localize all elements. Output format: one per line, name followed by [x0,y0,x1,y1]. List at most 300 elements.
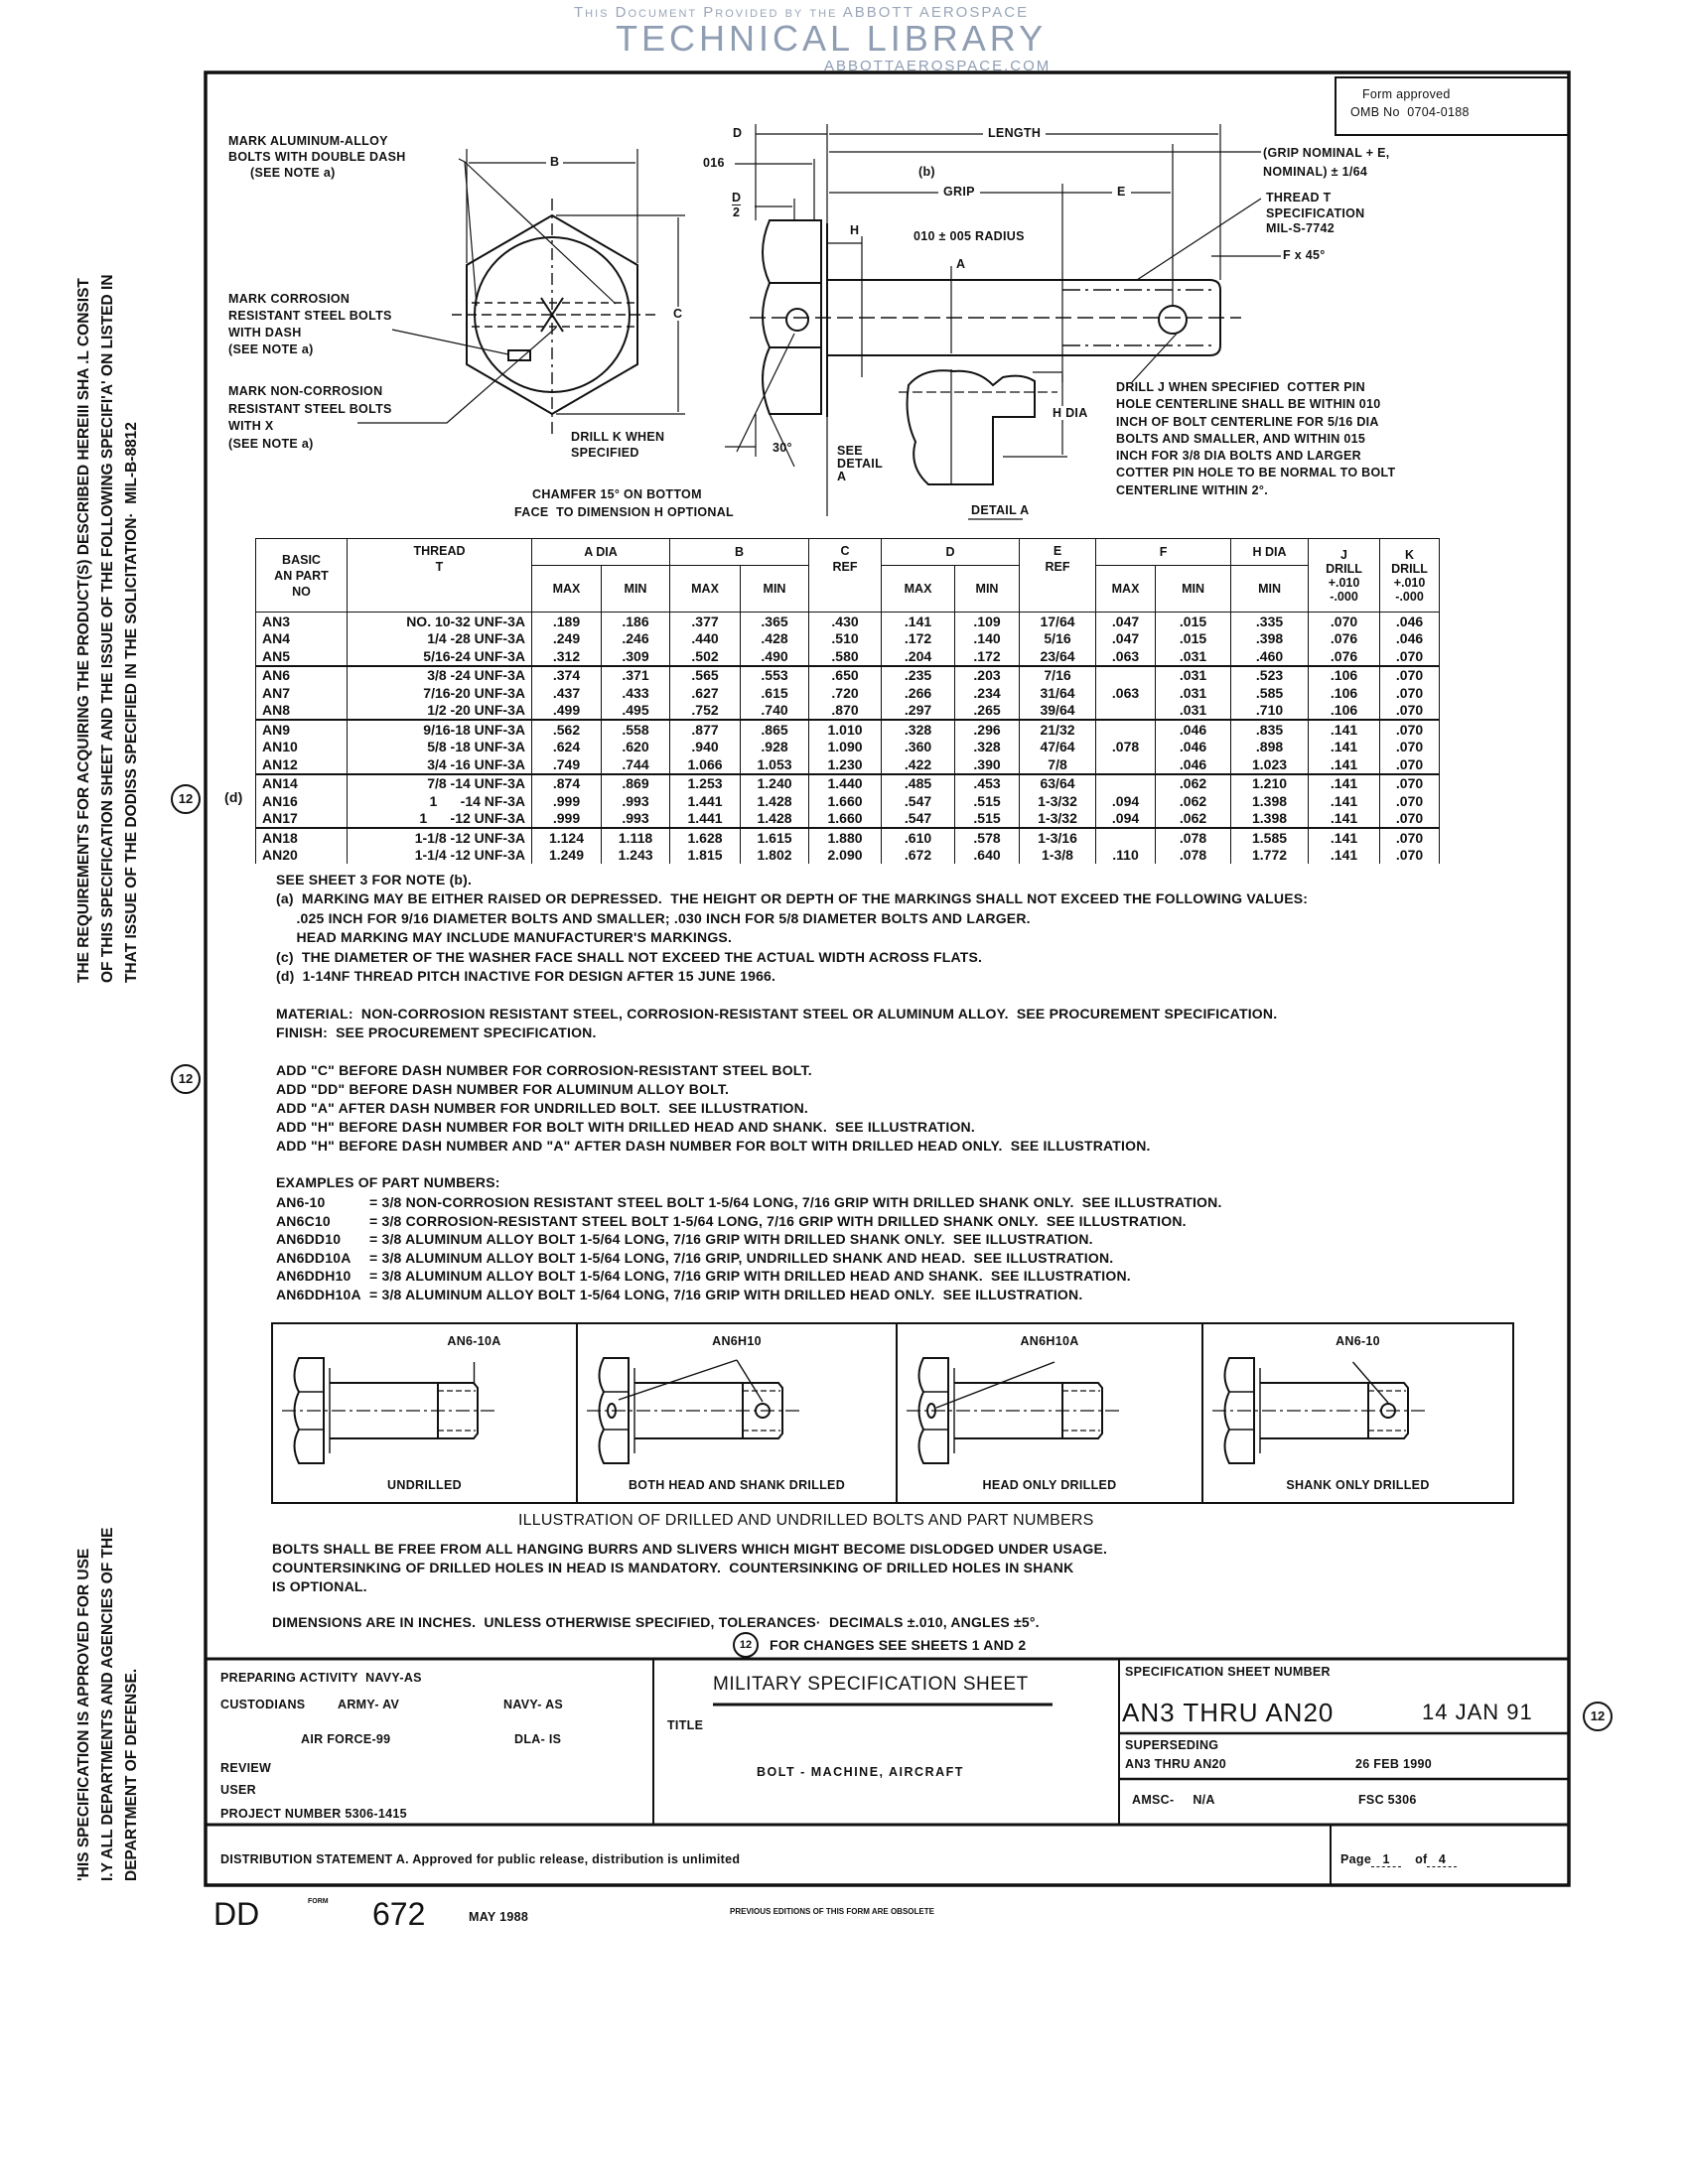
note-line: (d) 1-14NF THREAD PITCH INACTIVE FOR DESIGN AFTER 15 JUNE 1966. [276,968,776,984]
cell-b-min: .428 [741,630,809,648]
cell-f-max: .078 [1096,739,1156,756]
cell-j-drill: .141 [1309,755,1380,774]
cell-a-min: .620 [602,739,670,756]
cell-thread: 7/16-20 UNF-3A [348,684,532,702]
cell-a-min: .993 [602,792,670,810]
footer-note-3: IS OPTIONAL. [272,1578,367,1594]
cell-b-min: 1.053 [741,755,809,774]
cell-h-min: .460 [1231,647,1309,666]
cell-c-ref: 1.090 [809,739,882,756]
example-description: = 3/8 NON-CORROSION RESISTANT STEEL BOLT 1-5/64 LONG, 7/16 GRIP WITH DRILLED SHANK ONLY. SEE ILLUSTRATION. [369,1194,1222,1210]
cell-d-min: .140 [955,630,1020,648]
cell-thread: 1-1/8 -12 UNF-3A [348,828,532,847]
cell-d-max: .172 [882,630,955,648]
label-detail-a: DETAIL A [971,503,1030,517]
cell-b-min: 1.802 [741,847,809,865]
footer-note-1: BOLTS SHALL BE FREE FROM ALL HANGING BURRS AND SLIVERS WHICH MIGHT BECOME DISLODGED UNDER USAGE. [272,1541,1108,1557]
cell-e-ref: 23/64 [1020,647,1096,666]
superseding-label: SUPERSEDING [1125,1738,1219,1752]
label-drill-k: DRILL K WHEN SPECIFIED [571,430,665,460]
cell-b-max: .502 [670,647,741,666]
cell-b-max: .440 [670,630,741,648]
dim-016: 016 [703,156,725,170]
custodians-label: CUSTODIANS [220,1698,306,1711]
cell-a-max: .999 [532,810,602,829]
cell-c-ref: .720 [809,684,882,702]
label-drill-j: DRILL J WHEN SPECIFIED COTTER PIN HOLE CENTERLINE SHALL BE WITHIN 010 INCH OF BOLT CENTERLINE FOR 5/16 DIA BOLTS AND SMALLER, AND WITHIN 015 INCH FOR 3/8 DIA BOLTS AND LARGER COTTER PIN HOLE TO BE NORMAL TO BOLT CENTERLINE WITHIN 2°. [1116,380,1396,497]
cell-f-min: .031 [1156,684,1231,702]
omb-number: OMB No 0704-0188 [1350,105,1470,119]
cell-j-drill: .141 [1309,720,1380,739]
illustration-caption: BOTH HEAD AND SHANK DRILLED [628,1478,846,1492]
cell-f-max: .094 [1096,792,1156,810]
cell-b-min: 1.240 [741,774,809,793]
document-title: BOLT - MACHINE, AIRCRAFT [757,1765,964,1779]
label-mark-corrosion: MARK CORROSION RESISTANT STEEL BOLTS WITH DASH (SEE NOTE a) [228,292,392,356]
example-part-number: AN6DD10 [276,1231,342,1248]
illustration-part-number: AN6H10A [1020,1334,1079,1348]
dim-h: H [850,223,860,237]
illustration-title: ILLUSTRATION OF DRILLED AND UNDRILLED BOLTS AND PART NUMBERS [518,1512,1094,1529]
dim-b: B [546,155,563,169]
cell-b-max: 1.628 [670,828,741,847]
example-part-number: AN6DD10A [276,1249,352,1266]
cell-f-min: .062 [1156,792,1231,810]
review-label: REVIEW [220,1761,272,1775]
cell-f-max: .063 [1096,684,1156,702]
form-label: FORM [308,1898,329,1905]
cell-j-drill: .070 [1309,613,1380,630]
illustration-caption: HEAD ONLY DRILLED [982,1478,1117,1492]
example-part-number: AN6DDH10A [276,1287,361,1302]
header-f-min: MIN [1156,566,1231,613]
cell-d-max: .672 [882,847,955,865]
cell-a-min: .558 [602,720,670,739]
cell-h-min: 1.023 [1231,755,1309,774]
label-mark-aluminum: MARK ALUMINUM-ALLOY BOLTS WITH DOUBLE DASH (SEE NOTE a) [228,134,406,180]
header-d-max: MAX [882,566,955,613]
cell-thread: 1 -12 UNF-3A [348,810,532,829]
superseding-number: AN3 THRU AN20 [1125,1757,1227,1771]
cell-d-max: .422 [882,755,955,774]
cell-d-min: .172 [955,647,1020,666]
cell-h-min: 1.210 [1231,774,1309,793]
header-b: B [670,539,809,566]
cell-d-min: .515 [955,810,1020,829]
cell-j-drill: .141 [1309,810,1380,829]
title-label: TITLE [667,1718,704,1732]
cell-e-ref: 1-3/8 [1020,847,1096,865]
cell-d-min: .390 [955,755,1020,774]
cell-h-min: 1.398 [1231,792,1309,810]
revision-mark: 12 [1583,1702,1613,1731]
cell-thread: 3/8 -24 UNF-3A [348,666,532,685]
cell-d-min: .640 [955,847,1020,865]
note-line: (a) MARKING MAY BE EITHER RAISED OR DEPRESSED. THE HEIGHT OR DEPTH OF THE MARKINGS SHALL NOT EXCEED THE FOLLOWING VALUES: [276,890,1309,906]
cell-f-min: .015 [1156,630,1231,648]
cell-f-max [1096,720,1156,739]
cell-part: AN18 [256,828,348,847]
cell-j-drill: .106 [1309,684,1380,702]
form-number: 672 [372,1896,426,1932]
distribution-statement: DISTRIBUTION STATEMENT A. Approved for public release, distribution is unlimited [220,1852,741,1866]
table-row [256,792,1440,810]
cell-e-ref: 1-3/32 [1020,810,1096,829]
cell-d-max: .328 [882,720,955,739]
cell-j-drill: .141 [1309,828,1380,847]
note-line: HEAD MARKING MAY INCLUDE MANUFACTURER'S MARKINGS. [276,929,733,945]
cell-b-min: 1.428 [741,792,809,810]
cell-c-ref: .510 [809,630,882,648]
cell-e-ref: 47/64 [1020,739,1096,756]
table-row [256,720,1440,739]
header-part-no: BASIC AN PART NO [256,539,348,613]
custodian-navy: NAVY- AS [503,1698,564,1711]
table-row [256,630,1440,648]
cell-c-ref: 1.230 [809,755,882,774]
cell-a-max: .562 [532,720,602,739]
label-chamfer: CHAMFER 15° ON BOTTOM FACE TO DIMENSION H OPTIONAL [514,487,734,519]
cell-f-min: .031 [1156,647,1231,666]
cell-d-max: .360 [882,739,955,756]
side-note-approval: 'HIS SPECIFICATION IS APPROVED FOR USE I.Y ALL DEPARTMENTS AND AGENCIES OF THE DEPARTMENT OF DEFENSE. [75,1527,140,1881]
cell-part: AN12 [256,755,348,774]
cell-f-max: .047 [1096,613,1156,630]
cell-a-max: .374 [532,666,602,685]
revision-mark: 12 [733,1632,759,1658]
military-spec-sheet-heading: MILITARY SPECIFICATION SHEET [713,1674,1029,1695]
cell-a-min: .869 [602,774,670,793]
cell-b-min: 1.428 [741,810,809,829]
cell-part: AN4 [256,630,348,648]
cell-thread: 3/4 -16 UNF-3A [348,755,532,774]
cell-d-min: .296 [955,720,1020,739]
cell-d-max: .235 [882,666,955,685]
cell-a-max: .749 [532,755,602,774]
cell-f-min: .062 [1156,810,1231,829]
cell-f-min: .046 [1156,720,1231,739]
cell-k-drill: .070 [1380,774,1440,793]
cell-b-max: .940 [670,739,741,756]
note-line: EXAMPLES OF PART NUMBERS: [276,1174,500,1190]
cell-e-ref: 7/8 [1020,755,1096,774]
cell-thread: 1-1/4 -12 UNF-3A [348,847,532,865]
cell-h-min: .710 [1231,702,1309,721]
cell-c-ref: 1.880 [809,828,882,847]
note-line: ADD "C" BEFORE DASH NUMBER FOR CORROSION-RESISTANT STEEL BOLT. [276,1062,812,1078]
illustration-part-number: AN6H10 [712,1334,762,1348]
cell-f-max: .047 [1096,630,1156,648]
cell-b-max: 1.441 [670,810,741,829]
cell-thread: 5/8 -18 UNF-3A [348,739,532,756]
table-row [256,684,1440,702]
cell-a-min: .309 [602,647,670,666]
cell-b-min: .615 [741,684,809,702]
cell-d-min: .265 [955,702,1020,721]
cell-f-max [1096,702,1156,721]
previous-editions-note: PREVIOUS EDITIONS OF THIS FORM ARE OBSOLETE [730,1907,934,1916]
custodian-dla: DLA- IS [514,1732,562,1746]
dim-length: LENGTH [983,126,1046,140]
cell-f-max: .094 [1096,810,1156,829]
cell-d-max: .610 [882,828,955,847]
illustration-part-number: AN6-10A [447,1334,501,1348]
cell-part: AN20 [256,847,348,865]
cell-f-min: .078 [1156,847,1231,865]
cell-k-drill: .070 [1380,702,1440,721]
cell-e-ref: 21/32 [1020,720,1096,739]
header-h-dia: H DIA [1231,539,1309,566]
cell-b-max: 1.253 [670,774,741,793]
cell-k-drill: .070 [1380,810,1440,829]
note-line: ADD "H" BEFORE DASH NUMBER AND "A" AFTER DASH NUMBER FOR BOLT WITH DRILLED HEAD ONLY. SEE ILLUSTRATION. [276,1138,1151,1154]
cell-k-drill: .070 [1380,647,1440,666]
cell-f-max [1096,828,1156,847]
cell-b-min: .865 [741,720,809,739]
cell-h-min: .585 [1231,684,1309,702]
table-row [256,613,1440,630]
cell-f-min: .046 [1156,755,1231,774]
cell-j-drill: .141 [1309,847,1380,865]
example-description: = 3/8 ALUMINUM ALLOY BOLT 1-5/64 LONG, 7/16 GRIP WITH DRILLED SHANK ONLY. SEE ILLUSTRATION. [369,1231,1093,1248]
header-b-min: MIN [741,566,809,613]
spec-sheet-number: AN3 THRU AN20 [1122,1698,1335,1727]
dim-grip: GRIP [938,185,980,199]
note-line: SEE SHEET 3 FOR NOTE (b). [276,872,473,887]
cell-c-ref: 2.090 [809,847,882,865]
cell-f-max: .063 [1096,647,1156,666]
cell-f-min: .078 [1156,828,1231,847]
note-line: MATERIAL: NON-CORROSION RESISTANT STEEL, CORROSION-RESISTANT STEEL OR ALUMINUM ALLOY. SEE PROCUREMENT SPECIFICATION. [276,1006,1278,1022]
cell-k-drill: .070 [1380,666,1440,685]
cell-part: AN5 [256,647,348,666]
cell-j-drill: .141 [1309,739,1380,756]
cell-c-ref: .870 [809,702,882,721]
cell-k-drill: .070 [1380,755,1440,774]
project-number: PROJECT NUMBER 5306-1415 [220,1807,407,1821]
label-mark-noncorrosion: MARK NON-CORROSION RESISTANT STEEL BOLTS WITH X (SEE NOTE a) [228,384,392,451]
header-b-max: MAX [670,566,741,613]
cell-f-min: .031 [1156,666,1231,685]
cell-h-min: .835 [1231,720,1309,739]
cell-a-min: 1.243 [602,847,670,865]
header-j-drill: J DRILL +.010 -.000 [1309,539,1380,613]
label-grip-nominal: (GRIP NOMINAL + E, NOMINAL) ± 1/64 [1263,146,1390,179]
header-k-drill: K DRILL +.010 -.000 [1380,539,1440,613]
cell-thread: 1/4 -28 UNF-3A [348,630,532,648]
footer-note-2: COUNTERSINKING OF DRILLED HOLES IN HEAD IS MANDATORY. COUNTERSINKING OF DRILLED HOLES IN SHANK [272,1560,1074,1575]
cell-b-max: .377 [670,613,741,630]
cell-k-drill: .070 [1380,847,1440,865]
example-description: = 3/8 ALUMINUM ALLOY BOLT 1-5/64 LONG, 7/16 GRIP WITH DRILLED HEAD AND SHANK. SEE ILLUSTRATION. [369,1268,1131,1285]
footer-note-4: DIMENSIONS ARE IN INCHES. UNLESS OTHERWISE SPECIFIED, TOLERANCES· DECIMALS ±.010, ANGLES ±5°. [272,1614,1040,1630]
label-chamfer-f: F x 45° [1283,248,1326,262]
cell-c-ref: .430 [809,613,882,630]
cell-thread: 7/8 -14 UNF-3A [348,774,532,793]
cell-d-min: .203 [955,666,1020,685]
spec-sheet-number-label: SPECIFICATION SHEET NUMBER [1125,1665,1331,1679]
header-a-dia: A DIA [532,539,670,566]
cell-j-drill: .141 [1309,774,1380,793]
cell-thread: 5/16-24 UNF-3A [348,647,532,666]
user-label: USER [220,1783,256,1797]
cell-b-max: 1.066 [670,755,741,774]
cell-f-min: .031 [1156,702,1231,721]
cell-k-drill: .046 [1380,613,1440,630]
cell-k-drill: .070 [1380,720,1440,739]
cell-h-min: 1.398 [1231,810,1309,829]
cell-j-drill: .076 [1309,630,1380,648]
cell-d-max: .204 [882,647,955,666]
cell-a-min: .495 [602,702,670,721]
cell-b-min: .740 [741,702,809,721]
dim-30-degree: 30° [773,441,792,455]
cell-a-max: .189 [532,613,602,630]
cell-d-min: .515 [955,792,1020,810]
cell-h-min: .898 [1231,739,1309,756]
illustration-box [272,1323,1513,1503]
cell-f-min: .046 [1156,739,1231,756]
cell-a-max: .999 [532,792,602,810]
cell-h-min: .335 [1231,613,1309,630]
form-date: MAY 1988 [469,1910,529,1924]
label-thread-spec: THREAD T SPECIFICATION MIL-S-7742 [1266,191,1365,235]
note-line: FINISH: SEE PROCUREMENT SPECIFICATION. [276,1024,597,1040]
cell-e-ref: 39/64 [1020,702,1096,721]
illustration-part-number: AN6-10 [1336,1334,1380,1348]
cell-part: AN17 [256,810,348,829]
cell-k-drill: .046 [1380,630,1440,648]
cell-b-max: 1.815 [670,847,741,865]
cell-e-ref: 5/16 [1020,630,1096,648]
cell-part: AN9 [256,720,348,739]
cell-b-min: .553 [741,666,809,685]
cell-thread: 1/2 -20 UNF-3A [348,702,532,721]
cell-e-ref: 17/64 [1020,613,1096,630]
cell-j-drill: .106 [1309,702,1380,721]
changes-note: FOR CHANGES SEE SHEETS 1 AND 2 [770,1637,1027,1653]
dim-d: D [733,126,743,140]
cell-a-max: 1.249 [532,847,602,865]
cell-part: AN7 [256,684,348,702]
example-description: = 3/8 CORROSION-RESISTANT STEEL BOLT 1-5/64 LONG, 7/16 GRIP WITH DRILLED SHANK ONLY. SEE ILLUSTRATION. [369,1212,1187,1229]
dim-e: E [1112,185,1131,199]
note-line: ADD "H" BEFORE DASH NUMBER FOR BOLT WITH DRILLED HEAD AND SHANK. SEE ILLUSTRATION. [276,1119,975,1135]
revision-mark: 12 [171,1064,201,1094]
cell-e-ref: 1-3/16 [1020,828,1096,847]
cell-d-max: .547 [882,792,955,810]
cell-e-ref: 63/64 [1020,774,1096,793]
header-e-ref: E REF [1020,539,1096,613]
cell-thread: NO. 10-32 UNF-3A [348,613,532,630]
header-thread: THREAD T [348,539,532,613]
page-indicator: Page 1 of 4 [1340,1852,1457,1867]
dim-note-b: (b) [918,165,935,179]
dimensions-table [255,538,1440,864]
cell-j-drill: .106 [1309,666,1380,685]
cell-a-max: .437 [532,684,602,702]
cell-d-min: .109 [955,613,1020,630]
cell-h-min: 1.585 [1231,828,1309,847]
cell-h-min: .523 [1231,666,1309,685]
table-row [256,702,1440,721]
cell-a-min: .744 [602,755,670,774]
cell-h-min: .398 [1231,630,1309,648]
header-c-ref: C REF [809,539,882,613]
cell-k-drill: .070 [1380,828,1440,847]
cell-d-max: .141 [882,613,955,630]
cell-a-min: 1.118 [602,828,670,847]
example-part-number: AN6C10 [276,1212,331,1229]
cell-e-ref: 1-3/32 [1020,792,1096,810]
dim-c: C [673,307,683,321]
cell-thread: 1 -14 NF-3A [348,792,532,810]
cell-c-ref: .650 [809,666,882,685]
cell-b-min: .928 [741,739,809,756]
cell-b-min: .490 [741,647,809,666]
note-line: ADD "A" AFTER DASH NUMBER FOR UNDRILLED BOLT. SEE ILLUSTRATION. [276,1100,809,1116]
header-f-max: MAX [1096,566,1156,613]
cell-a-max: 1.124 [532,828,602,847]
cell-thread: 9/16-18 UNF-3A [348,720,532,739]
cell-d-max: .297 [882,702,955,721]
dim-h-dia: H DIA [1053,406,1088,420]
fsc: FSC 5306 [1358,1793,1417,1807]
cell-a-max: .249 [532,630,602,648]
illustration-caption: UNDRILLED [387,1478,462,1492]
example-part-number: AN6DDH10 [276,1268,352,1285]
illustration-caption: SHANK ONLY DRILLED [1286,1478,1430,1492]
note-d-marker: (d) [224,789,243,805]
table-row [256,739,1440,756]
cell-f-max [1096,774,1156,793]
cell-b-max: .565 [670,666,741,685]
watermark-technical-library: TECHNICAL LIBRARY [616,18,1048,59]
cell-b-max: .877 [670,720,741,739]
cell-a-max: .874 [532,774,602,793]
cell-k-drill: .070 [1380,792,1440,810]
cell-d-max: .547 [882,810,955,829]
cell-e-ref: 7/16 [1020,666,1096,685]
cell-a-min: .246 [602,630,670,648]
superseding-date: 26 FEB 1990 [1355,1757,1432,1771]
table-row [256,666,1440,685]
cell-j-drill: .076 [1309,647,1380,666]
watermark-provided-by: This Document Provided by the ABBOTT AEROSPACE [574,4,1030,21]
note-line: (c) THE DIAMETER OF THE WASHER FACE SHALL NOT EXCEED THE ACTUAL WIDTH ACROSS FLATS. [276,949,983,965]
header-d-min: MIN [955,566,1020,613]
header-h-min: MIN [1231,566,1309,613]
cell-b-min: .365 [741,613,809,630]
header-a-min: MIN [602,566,670,613]
example-description: = 3/8 ALUMINUM ALLOY BOLT 1-5/64 LONG, 7/16 GRIP WITH DRILLED HEAD ONLY. SEE ILLUSTRATION. [369,1287,1083,1302]
table-row [256,828,1440,847]
cell-c-ref: 1.660 [809,792,882,810]
table-row [256,847,1440,865]
form-approved-label: Form approved [1362,87,1451,101]
example-part-number: AN6-10 [276,1194,326,1210]
cell-d-min: .328 [955,739,1020,756]
cell-k-drill: .070 [1380,684,1440,702]
table-row [256,774,1440,793]
example-description: = 3/8 ALUMINUM ALLOY BOLT 1-5/64 LONG, 7/16 GRIP, UNDRILLED SHANK AND HEAD. SEE ILLUSTRATION. [369,1249,1114,1266]
cell-c-ref: 1.010 [809,720,882,739]
cell-f-max: .110 [1096,847,1156,865]
header-d: D [882,539,1020,566]
cell-d-max: .266 [882,684,955,702]
custodian-army: ARMY- AV [338,1698,400,1711]
cell-e-ref: 31/64 [1020,684,1096,702]
